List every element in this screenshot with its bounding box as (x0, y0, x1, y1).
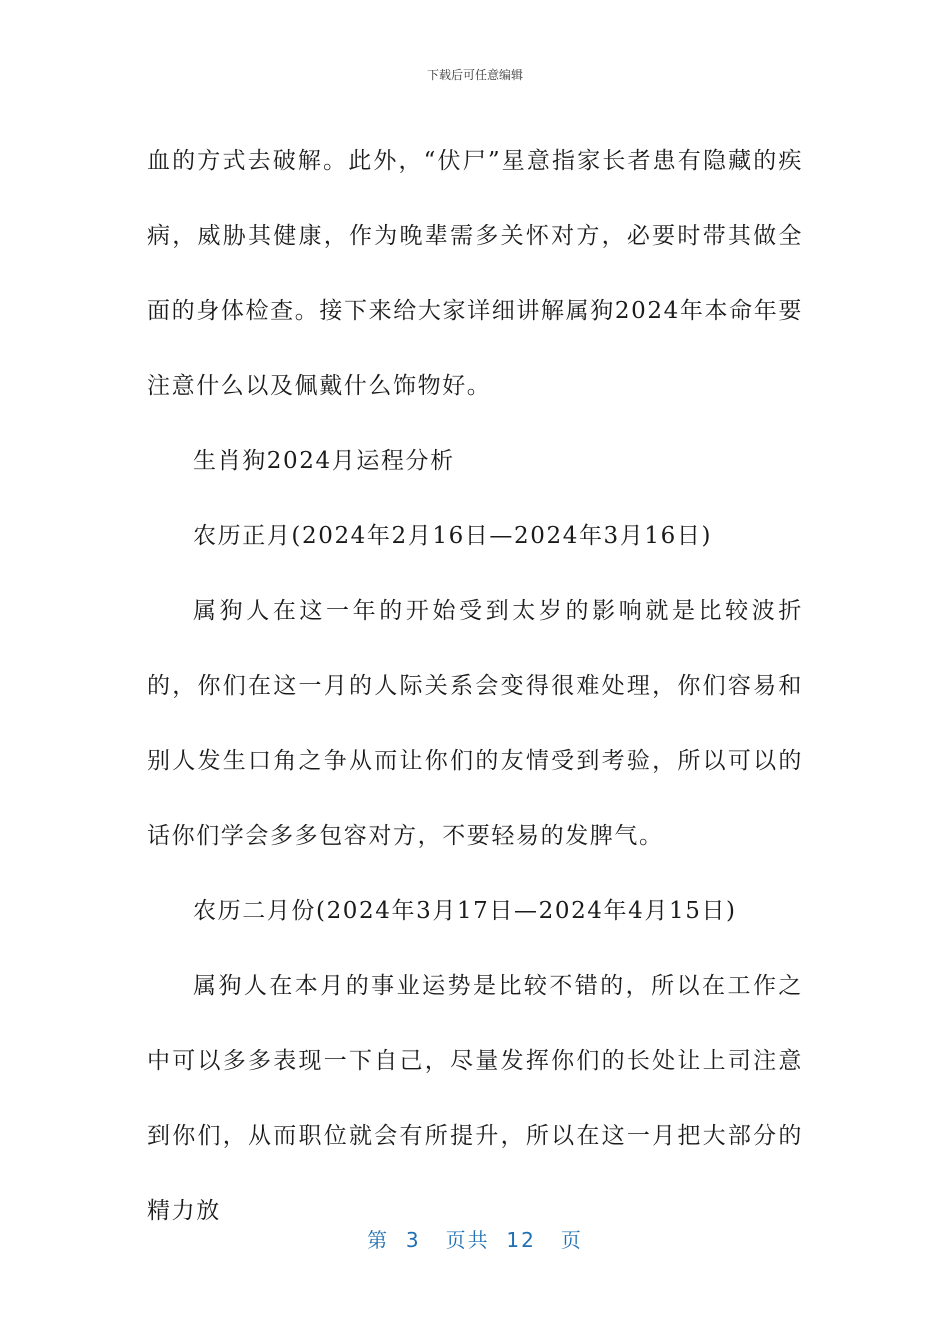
footer-prefix: 第 (367, 1228, 390, 1252)
month-heading-1: 农历正月(2024年2月16日—2024年3月16日) (193, 523, 713, 549)
paragraph-month-1: 属狗人在这一年的开始受到太岁的影响就是比较波折的，你们在这一月的人际关系会变得很难处理，你们容易和别人发生口角之争从而让你们的友情受到考验，所以可以的话你们学会多多包容对方，不要轻易的发脾气。 (147, 598, 803, 849)
document-body (147, 124, 803, 1249)
month-heading-2: 农历二月份(2024年3月17日—2024年4月15日) (193, 898, 737, 924)
page-header: 下载后可任意编辑 (426, 68, 523, 82)
paragraph-month-2: 属狗人在本月的事业运势是比较不错的，所以在工作之中可以多多表现一下自己，尽量发挥你们的长处让上司注意到你们，从而职位就会有所提升，所以在这一月把大部分的精力放 (147, 973, 803, 1224)
page-footer (0, 1224, 950, 1253)
paragraph-1: 血的方式去破解。此外，“伏尸”星意指家长者患有隐藏的疾病，威胁其健康，作为晚辈需多关怀对方，必要时带其做全面的身体检查。接下来给大家详细讲解属狗2024年本命年要注意什么以及佩戴什么饰物好。 (147, 148, 803, 399)
current-page-number: 3 (405, 1228, 421, 1252)
footer-suffix: 页 (560, 1228, 583, 1252)
total-pages-number: 12 (506, 1228, 536, 1252)
section-heading-monthly-fortune: 生肖狗2024月运程分析 (193, 448, 455, 474)
footer-middle: 页共 (445, 1228, 490, 1252)
